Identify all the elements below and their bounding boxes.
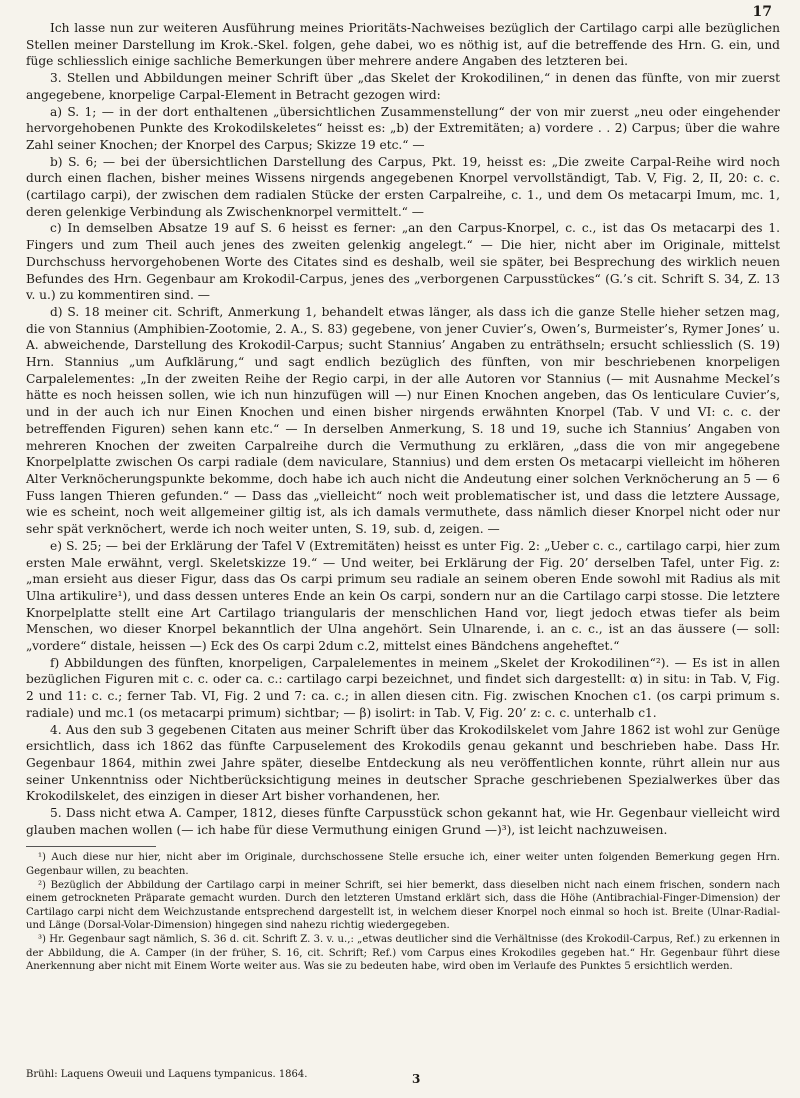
footnote: ¹) Auch diese nur hier, nicht aber im Originale, durchschossene Stelle ersuche ich, einer weiter unten folgenden Bemerkung gegen Hrn. Gegenbaur willen, zu beachten. [26,852,780,878]
paragraph: c) In demselben Absatze 19 auf S. 6 heisst es ferner: „an den Carpus-Knorpel, c. c., ist das Os metacarpi des 1. Fingers und zum Theil auch jenes des zweiten gelenkig angelegt.“ — Die hier, nicht aber im Originale, mittelst Durchschuss hervorgehobenen Worte des Citates sind es deshalb, weil sie später, bei Besprechung des wirklich neuen Befundes des Hrn. Gegenbaur am Krokodil-Carpus, jenes des „verborgenen Carpusstückes“ (G.’s cit. Schrift S. 34, Z. 13 v. u.) zu kommentiren sind. — [26,221,780,303]
footnote: ²) Bezüglich der Abbildung der Cartilago carpi in meiner Schrift, sei hier bemerkt, dass dieselben nicht nach einem frischen, sondern nach einem getrockneten Präparate gemacht wurden. Durch den letzteren Umstand erklärt sich, dass die Höhe (Antibrachial-Finger-Dimension) der Cartilago carpi nicht dem Weichzustande entsprechend dargestellt ist, in welchem dieser Knorpel noch einmal so hoch ist. Breite (Ulnar-Radial- und Länge (Dorsal-Volar-Dimension) hingegen sind nahezu richtig wiedergegeben. [26,879,780,932]
paragraph: d) S. 18 meiner cit. Schrift, Anmerkung 1, behandelt etwas länger, als dass ich die ganze Stelle hieher setzen mag, die von Stannius (Amphibien-Zootomie, 2. A., S. 83) gegebene, von jener Cuvier’s, Owen’s, Burmeister’s, Rymer Jones’ u. A. abweichende, Darstellung des Krokodil-Carpus; sucht Stannius’ Angaben zu enträthseln; ersucht schliesslich (S. 19) Hrn. Stannius „um Aufklärung,“ und sagt endlich bezüglich des fünften, von mir beschriebenen knorpeligen Carpalelementes: „In der zweiten Reihe der Regio carpi, in der alle Autoren vor Stannius (— mit Ausnahme Meckel’s hätte es noch heissen sollen, wie ich nun hinzufügen will —) nur Einen Knochen angeben, das Os lenticulare Cuvier’s, und in der auch ich nur Einen Knochen und einen bisher nirgends erwähnten Knorpel (Tab. V und VI: c. c. der betreffenden Figuren) sehen kann etc.“ — In derselben Anmerkung, S. 18 und 19, suche ich Stannius’ Angaben von mehreren Knochen der zweiten Carpalreihe durch die Vermuthung zu erklären, „dass die von mir angegebene Knorpelplatte zwischen Os carpi radiale (dem naviculare, Stannius) und dem ersten Os metacarpi vielleicht im höheren Alter Verknöcherungspunkte bekomme, doch habe ich auch nicht die Andeutung einer solchen Verknöcherung an 5 — 6 Fuss langen Thieren gefunden.“ — Dass das „vielleicht“ noch weit problematischer ist, und dass die letztere Aussage, wie es scheint, noch weit allgemeiner giltig ist, als ich damals vermuthete, dass nämlich dieser Knorpel nicht oder nur sehr spät verknöchert, werde ich noch weiter unten, S. 19, sub. d, zeigen. — [26,304,780,537]
paragraph: b) S. 6; — bei der übersichtlichen Darstellung des Carpus, Pkt. 19, heisst es: „Die zweite Carpal-Reihe wird noch durch einen flachen, bisher meines Wissens nirgends angegebenen Knorpel vervollständigt, Tab. V, Fig. 2, II, 20: c. c. (cartilago carpi), der zwischen dem radialen Stücke der ersten Carpalreihe, c. 1., und dem Os metacarpi Imum, mc. 1, deren gelenkige Verbindung als Zwischenknorpel vermittelt.“ — [26,154,780,219]
footnotes [26,851,780,973]
paragraph: f) Abbildungen des fünften, knorpeligen, Carpalelementes in meinem „Skelet der Krokodilinen“²). — Es ist in allen bezüglichen Figuren mit c. c. oder ca. c.: cartilago carpi bezeichnet, und findet sich dargestellt: α) in situ: in Tab. V, Fig. 2 und 11: c. c.; ferner Tab. VI, Fig. 2 und 7: ca. c.; in allen diesen citn. Fig. zwischen Knochen c1. (os carpi primum s. radiale) und mc.1 (os metacarpi primum) sichtbar; — β) isolirt: in Tab. V, Fig. 20’ z: c. c. unterhalb c1. [26,655,780,720]
signature-number: 3 [412,1072,421,1086]
printer-signature [26,1069,780,1086]
paragraph: 4. Aus den sub 3 gegebenen Citaten aus meiner Schrift über das Krokodilskelet vom Jahre 1862 ist wohl zur Genüge ersichtlich, dass ich 1862 das fünfte Carpuselement des Krokodils genau gekannt und beschrieben habe. Dass Hr. Gegenbaur 1864, mithin zwei Jahre später, dieselbe Entdeckung als neu veröffentlichen konnte, rührt allein nur aus seiner Unkenntniss oder Nichtberücksichtigung meines in deutscher Sprache geschriebenen Spezialwerkes über das Krokodilskelet, des einzigen in dieser Art bisher vorhandenen, her. [26,722,780,804]
paragraph: 5. Dass nicht etwa A. Camper, 1812, dieses fünfte Carpusstück schon gekannt hat, wie Hr. Gegenbaur vielleicht wird glauben machen wollen (— ich habe für diese Vermuthung einigen Grund —)³), ist leicht nachzuweisen. [26,806,780,837]
body-text [26,20,780,974]
footnote-divider [26,846,156,847]
paragraph: a) S. 1; — in der dort enthaltenen „übersichtlichen Zusammenstellung“ der von mir zuerst „neu oder eingehender hervorgehobenen Punkte des Krokodilskeletes“ heisst es: „b) der Extremitäten; a) vordere . . 2) Carpus; über die wahre Zahl seiner Knochen; der Knorpel des Carpus; Skizze 19 etc.“ — [26,104,780,152]
footnote: ³) Hr. Gegenbaur sagt nämlich, S. 36 d. cit. Schrift Z. 3. v. u.,: „etwas deutlicher sind die Verhältnisse (des Krokodil-Carpus, Ref.) zu erkennen in der Abbildung, die A. Camper (in der früher, S. 16, cit. Schrift; Ref.) vom Carpus eines Krokodiles gegeben hat.“ Hr. Gegenbaur führt diese Anerkennung aber nicht mit Einem Worte weiter aus. Was sie zu bedeuten habe, wird oben im Verlaufe des Punktes 5 ersichtlich werden. [26,934,780,973]
paragraph: 3. Stellen und Abbildungen meiner Schrift über „das Skelet der Krokodilinen,“ in denen das fünfte, von mir zuerst angegebene, knorpelige Carpal-Element in Betracht gezogen wird: [26,71,780,102]
page-number: 17 [752,4,772,20]
paragraph: e) S. 25; — bei der Erklärung der Tafel V (Extremitäten) heisst es unter Fig. 2: „Ueber c. c., cartilago carpi, hier zum ersten Male erwähnt, vergl. Skeletskizze 19.“ — Und weiter, bei Erklärung der Fig. 20’ derselben Tafel, unter Fig. z: „man ersieht aus dieser Figur, dass das Os carpi primum seu radiale an seinem oberen Ende sowohl mit Radius als mit Ulna artikulire¹), und dass dessen unteres Ende an kein Os carpi, sondern nur an die Cartilago carpi stosse. Die letztere Knorpelplatte stellt eine Art Cartilago triangularis der menschlichen Hand vor, liegt jedoch etwas tiefer als beim Menschen, wo dieser Knorpel bekanntlich der Ulna angehört. Sein Ulnarende, i. an c. c., ist an das äussere (— soll: „vordere“ distale, heissen —) Eck des Os carpi 2dum c.2, mittelst eines Bändchens angeheftet.“ [26,538,780,654]
signature-line: Brühl: Laquens Oweuii und Laquens tympanicus. 1864. [26,1069,308,1080]
paragraph: Ich lasse nun zur weiteren Ausführung meines Prioritäts-Nachweises bezüglich der Cartilago carpi alle bezüglichen Stellen meiner Darstellung im Krok.-Skel. folgen, gehe dabei, wo es nöthig ist, auf die betreffende des Hrn. G. ein, und füge schliesslich einige sachliche Bemerkungen über mehrere andere Angaben des letzteren bei. [26,21,780,69]
